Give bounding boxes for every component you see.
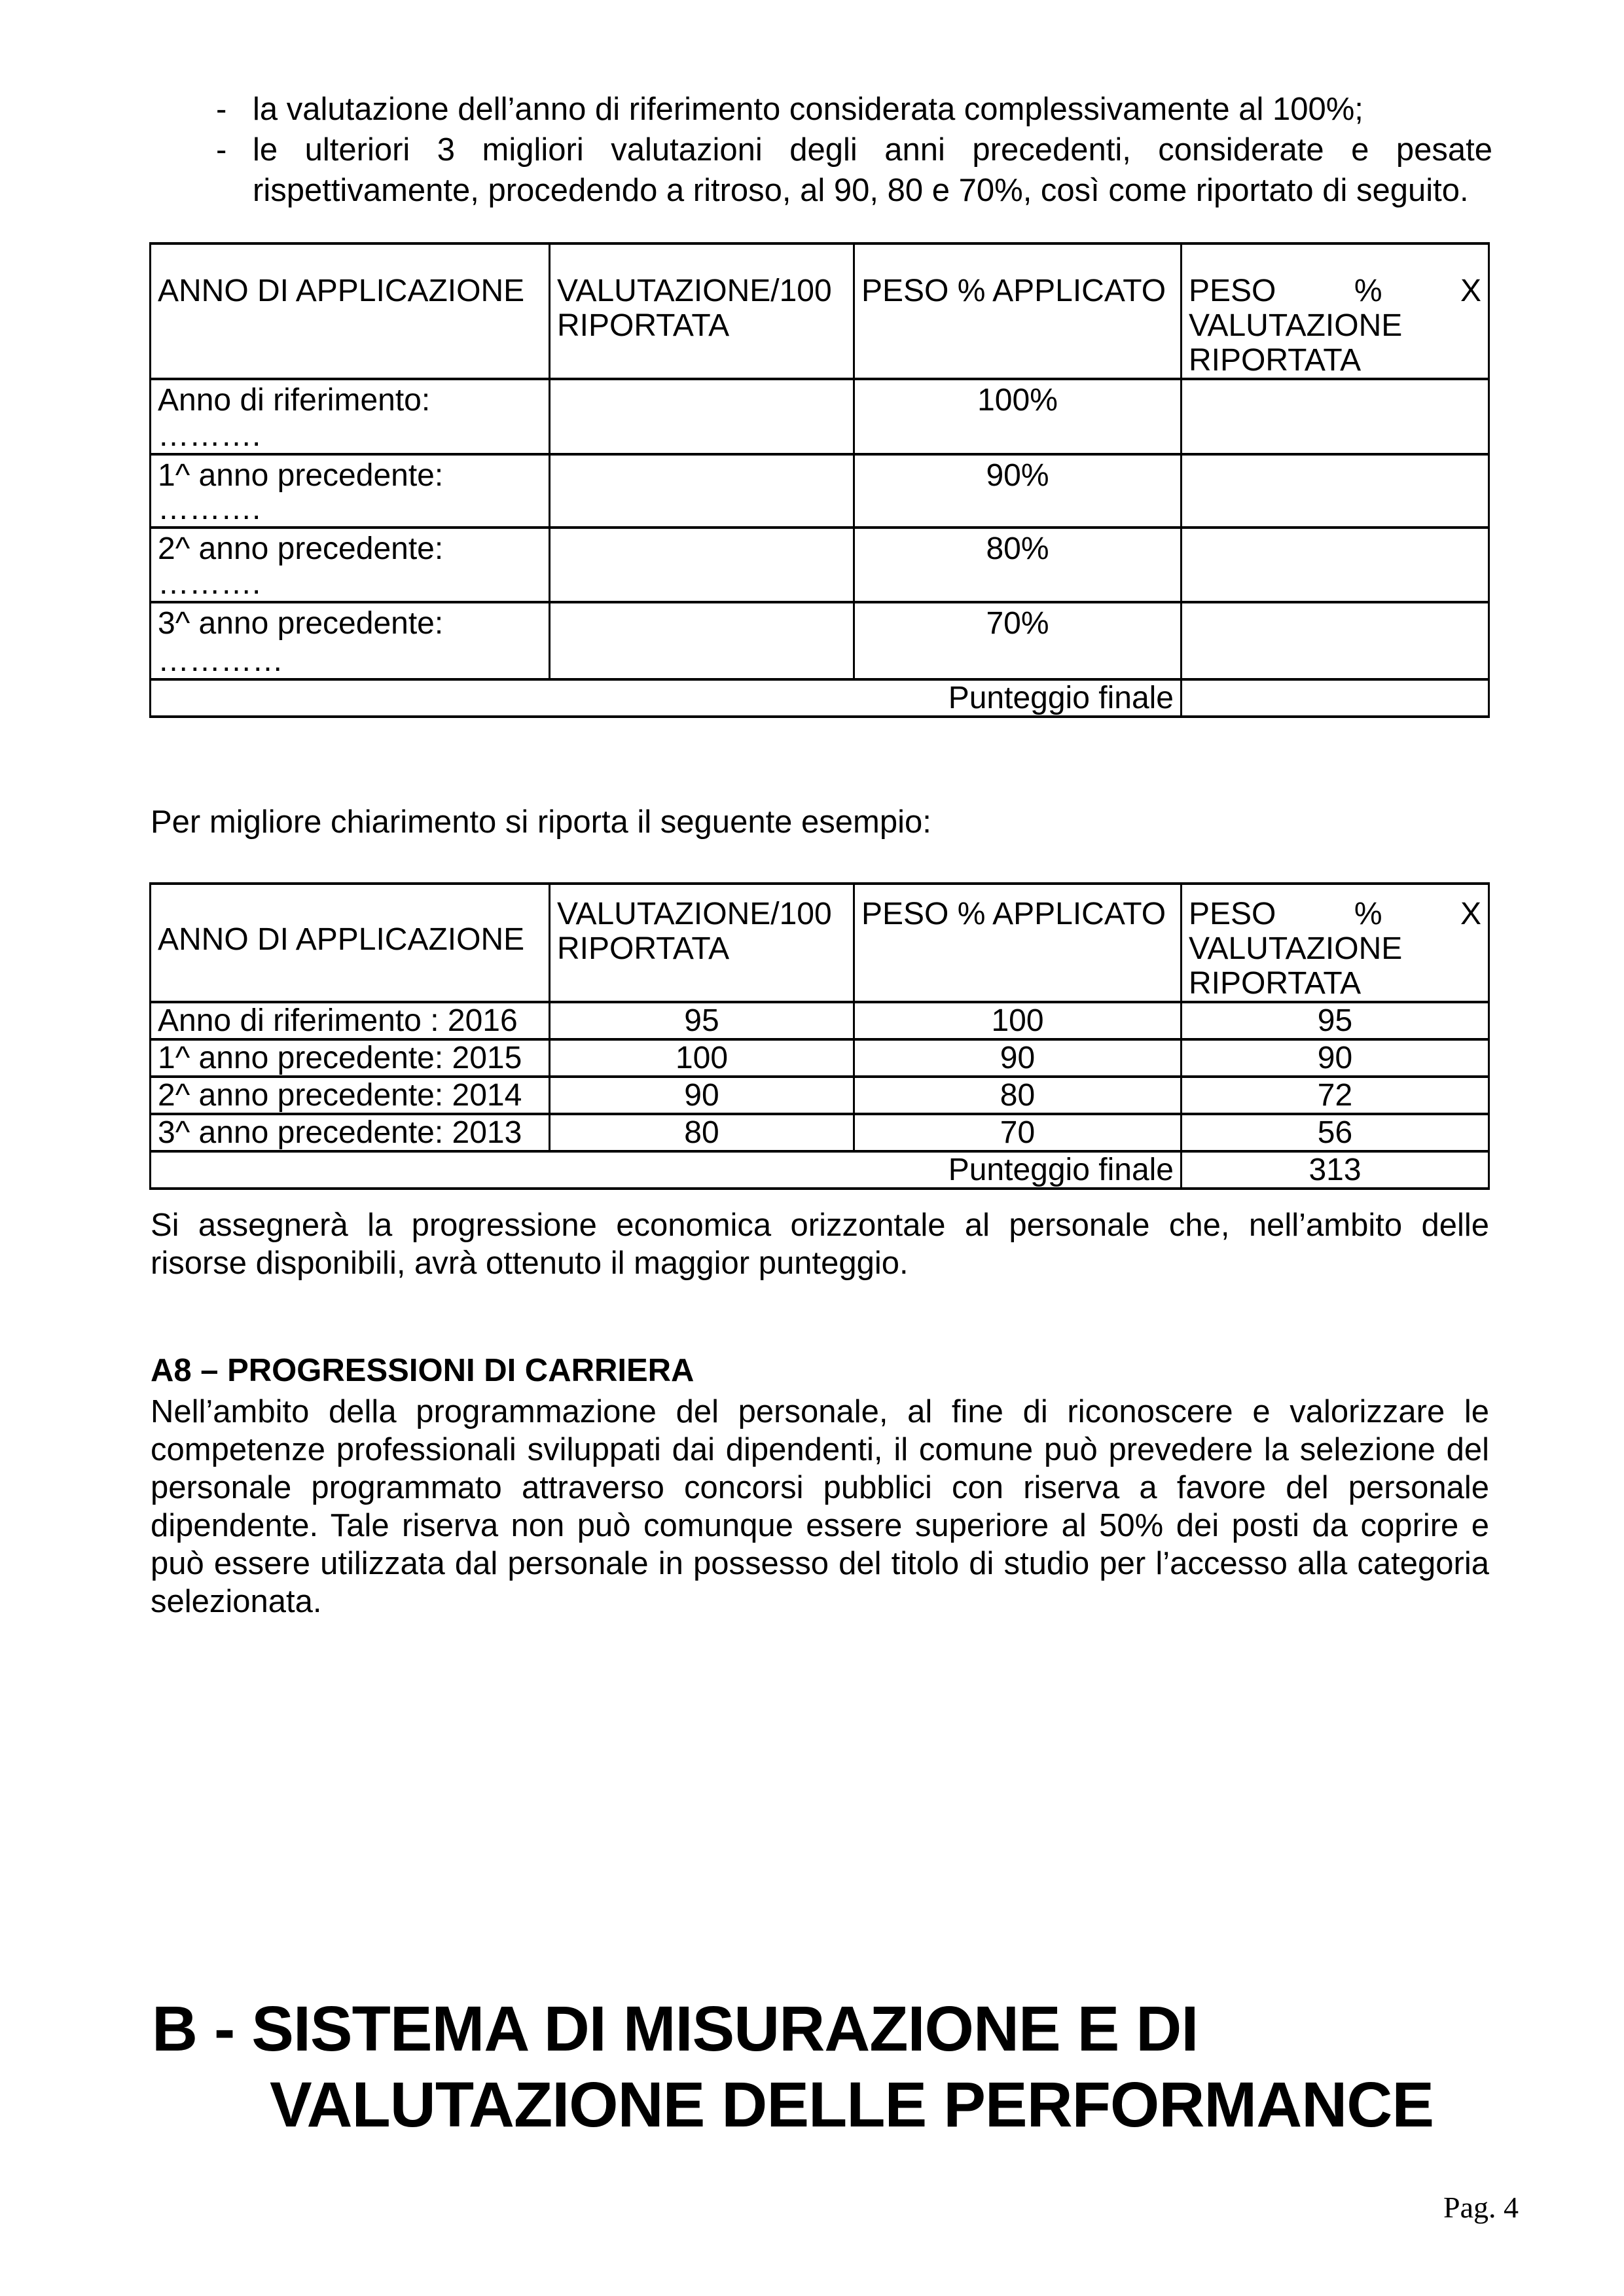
bullet-marker: - [216, 92, 227, 127]
punteggio-finale-label: Punteggio finale [151, 679, 1182, 717]
cell-peso-x [1182, 602, 1489, 679]
cell-anno: 2^ anno precedente: 2014 [151, 1077, 550, 1114]
header-valutazione-100: VALUTAZIONE/100 RIPORTATA [550, 884, 854, 1002]
table-footer-row [151, 1151, 1489, 1189]
cell-valutazione [550, 602, 854, 679]
cell-valutazione [550, 528, 854, 602]
cell-peso-x: 90 [1182, 1039, 1489, 1077]
cell-valutazione: 80 [550, 1114, 854, 1151]
table-header-row [151, 243, 1489, 379]
punteggio-finale-value [1182, 679, 1489, 717]
list-item [216, 130, 1492, 211]
row-label: 2^ anno precedente: [158, 531, 444, 566]
cell-peso: 90% [854, 454, 1182, 528]
paragraph-progressione: Si assegnerà la progressione economica orizzontale al personale che, nell’ambito delle risorse disponibili, avrà ottenuto il maggior punteggio. [151, 1208, 1489, 1281]
cell-anno [151, 454, 550, 528]
row-label: 3^ anno precedente: [158, 606, 444, 641]
table-row [151, 1114, 1489, 1151]
table-row [151, 1002, 1489, 1039]
cell-peso: 100 [854, 1002, 1182, 1039]
cell-anno [151, 602, 550, 679]
cell-valutazione [550, 454, 854, 528]
table-row [151, 454, 1489, 528]
table-row [151, 379, 1489, 454]
table-header-row [151, 884, 1489, 1002]
table-row [151, 1039, 1489, 1077]
cell-peso-x [1182, 379, 1489, 454]
cell-peso-x [1182, 454, 1489, 528]
cell-peso: 70% [854, 602, 1182, 679]
punteggio-finale-value: 313 [1182, 1151, 1489, 1189]
cell-peso-x: 72 [1182, 1077, 1489, 1114]
cell-valutazione: 100 [550, 1039, 854, 1077]
punteggio-finale-label: Punteggio finale [151, 1151, 1182, 1189]
table-row [151, 1077, 1489, 1114]
cell-peso: 90 [854, 1039, 1182, 1077]
cell-valutazione [550, 379, 854, 454]
cell-peso-x [1182, 528, 1489, 602]
row-dots: ………. [158, 418, 261, 453]
cell-peso: 80 [854, 1077, 1182, 1114]
header-valutazione-100: VALUTAZIONE/100 RIPORTATA [550, 243, 854, 379]
cell-anno [151, 379, 550, 454]
table-footer-row [151, 679, 1489, 717]
row-label: 1^ anno precedente: [158, 458, 444, 493]
cell-anno: 3^ anno precedente: 2013 [151, 1114, 550, 1151]
header-peso-x-valutazione: PESO % X VALUTAZIONE RIPORTATA [1182, 884, 1489, 1002]
bullet-text: le ulteriori 3 migliori valutazioni degli anni precedenti, considerate e pesate rispettivamente, procedendo a ritroso, al 90, 80 e 70%, così come riportato di seguito. [253, 132, 1492, 208]
table-row [151, 602, 1489, 679]
example-intro-text: Per migliore chiarimento si riporta il seguente esempio: [151, 804, 931, 840]
weights-blank-table [149, 242, 1490, 718]
cell-anno [151, 528, 550, 602]
cell-peso-x: 56 [1182, 1114, 1489, 1151]
cell-peso-x: 95 [1182, 1002, 1489, 1039]
header-peso-x-valutazione: PESO % X VALUTAZIONE RIPORTATA [1182, 243, 1489, 379]
page-number: Pag. 4 [1443, 2191, 1519, 2224]
heading-b-line1: B - SISTEMA DI MISURAZIONE E DI [152, 1993, 1199, 2064]
header-peso-applicato: PESO % APPLICATO [854, 884, 1182, 1002]
table-row [151, 528, 1489, 602]
cell-anno: 1^ anno precedente: 2015 [151, 1039, 550, 1077]
cell-peso: 100% [854, 379, 1182, 454]
header-anno-di-applicazione: ANNO DI APPLICAZIONE [151, 243, 550, 379]
cell-valutazione: 95 [550, 1002, 854, 1039]
cell-anno: Anno di riferimento : 2016 [151, 1002, 550, 1039]
row-dots: ………… [158, 643, 283, 678]
section-heading-b [152, 1991, 1624, 2143]
section-heading-a8: A8 – PROGRESSIONI DI CARRIERA [151, 1353, 695, 1388]
row-dots: ………. [158, 492, 261, 526]
header-peso-applicato: PESO % APPLICATO [854, 243, 1182, 379]
bullet-text: la valutazione dell’anno di riferimento considerata complessivamente al 100%; [253, 92, 1363, 127]
bullet-list [216, 89, 1492, 211]
paragraph-a8-body: Nell’ambito della programmazione del personale, al fine di riconoscere e valorizzare le competenze professionali sviluppati dai dipendenti, il comune può prevedere la selezione del personale programmato attraverso concorsi pubblici con riserva a favore del personale dipendente. Tale riserva non può comunque essere superiore al 50% dei posti da coprire e può essere utilizzata dal personale in possesso del titolo di studio per l’accesso alla categoria selezionata. [151, 1394, 1489, 1619]
cell-peso: 80% [854, 528, 1182, 602]
row-dots: ………. [158, 566, 261, 601]
header-anno-di-applicazione: ANNO DI APPLICAZIONE [151, 884, 550, 1002]
bullet-marker: - [216, 132, 227, 168]
list-item [216, 89, 1492, 130]
example-table [149, 882, 1490, 1190]
cell-peso: 70 [854, 1114, 1182, 1151]
cell-valutazione: 90 [550, 1077, 854, 1114]
heading-b-line2: VALUTAZIONE DELLE PERFORMANCE [270, 2069, 1434, 2140]
row-label: Anno di riferimento: [158, 383, 431, 418]
